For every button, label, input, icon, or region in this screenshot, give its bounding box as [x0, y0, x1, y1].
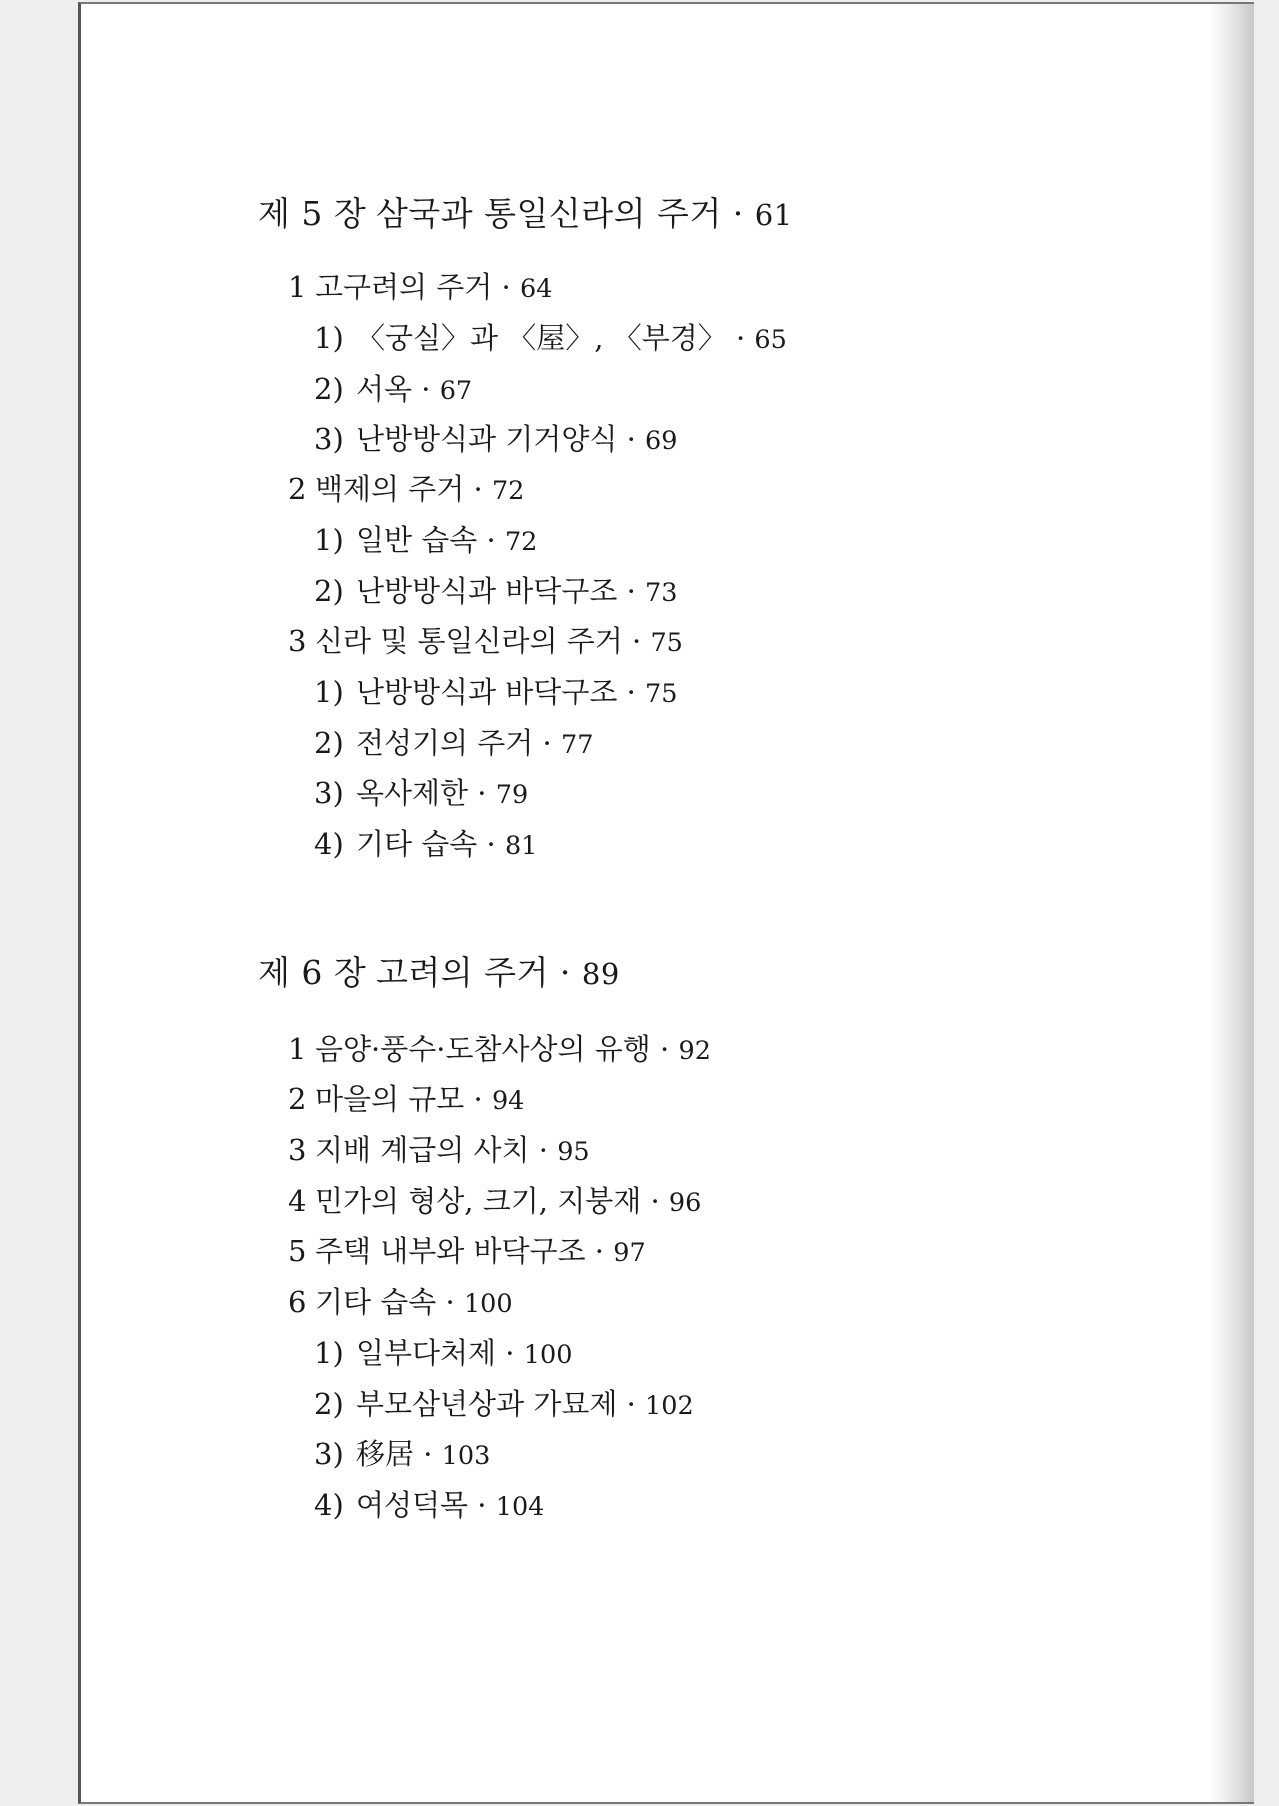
- section-number: 2: [288, 472, 307, 506]
- section-number: 6: [288, 1285, 307, 1319]
- separator: ·: [548, 953, 582, 992]
- page-number: 89: [581, 957, 620, 991]
- subsection-title: 여성덕목: [356, 1488, 469, 1522]
- separator: ·: [412, 372, 440, 406]
- subsection-number: 1): [314, 321, 344, 355]
- section-number: 3: [288, 624, 307, 658]
- section-title: 고구려의 주거: [315, 270, 493, 304]
- subsection-title: 移居: [356, 1437, 415, 1471]
- separator: ·: [533, 726, 561, 760]
- page-number: 92: [678, 1036, 711, 1066]
- separator: ·: [468, 1488, 496, 1522]
- page-number: 65: [754, 325, 787, 355]
- section-number: 5: [288, 1234, 307, 1268]
- separator: ·: [464, 1082, 492, 1116]
- page-number: 72: [504, 527, 538, 557]
- separator: ·: [414, 1437, 442, 1471]
- page-number: 95: [557, 1137, 590, 1167]
- subsection-number: 3): [314, 422, 344, 456]
- page-number: 75: [645, 679, 678, 709]
- toc-subsection: [314, 827, 538, 861]
- toc-subsection: [314, 1488, 545, 1522]
- page-number: 61: [754, 198, 793, 232]
- subsection-title: 일반 습속: [356, 523, 478, 557]
- page-number: 77: [560, 730, 594, 760]
- section-title: 백제의 주거: [315, 472, 465, 506]
- page-number: 64: [519, 274, 553, 304]
- subsection-title: 부모삼년상과 가묘제: [356, 1387, 618, 1421]
- subsection-title: 옥사제한: [356, 776, 469, 810]
- subsection-title: 난방방식과 바닥구조: [356, 675, 618, 709]
- separator: ·: [650, 1032, 679, 1066]
- page-number: 67: [439, 376, 473, 406]
- section-title: 음양·풍수·도참사상의 유행: [315, 1032, 651, 1066]
- page-edge-shadow: [1208, 4, 1254, 1802]
- separator: ·: [496, 1336, 524, 1370]
- toc-section: [288, 1285, 513, 1319]
- toc-section: [288, 624, 683, 658]
- document-page: [78, 2, 1254, 1804]
- page-number: 102: [645, 1391, 694, 1421]
- page-number: 97: [613, 1238, 646, 1268]
- section-number: 2: [288, 1082, 307, 1116]
- section-title: 주택 내부와 바닥구조: [315, 1234, 586, 1268]
- page-number: 103: [441, 1441, 491, 1471]
- subsection-number: 2): [314, 574, 344, 608]
- toc-subsection: [314, 776, 529, 810]
- separator: ·: [617, 422, 646, 456]
- subsection-number: 1): [314, 523, 344, 557]
- subsection-title: 서옥: [356, 372, 413, 406]
- chapter-number: 제 5 장: [258, 194, 367, 233]
- page-number: 73: [645, 578, 678, 608]
- subsection-number: 3): [314, 1437, 344, 1471]
- separator: ·: [492, 270, 520, 304]
- toc-subsection: [314, 422, 678, 456]
- separator: ·: [436, 1285, 464, 1319]
- subsection-number: 2): [314, 726, 344, 760]
- separator: ·: [477, 827, 505, 861]
- subsection-number: 2): [314, 1387, 344, 1421]
- separator: ·: [477, 523, 505, 557]
- subsection-number: 1): [314, 1336, 344, 1370]
- toc-subsection: [314, 1387, 694, 1421]
- subsection-number: 2): [314, 372, 344, 406]
- subsection-number: 4): [314, 827, 344, 861]
- chapter-heading: [258, 194, 793, 233]
- chapter-title: 삼국과 통일신라의 주거: [376, 194, 722, 233]
- section-title: 마을의 규모: [315, 1082, 465, 1116]
- chapter-heading: [258, 953, 620, 992]
- section-number: 3: [288, 1133, 307, 1167]
- page-number: 69: [645, 426, 678, 456]
- toc-section: [288, 1082, 525, 1116]
- toc-subsection: [314, 675, 678, 709]
- separator: ·: [468, 776, 496, 810]
- page-number: 104: [495, 1492, 545, 1522]
- subsection-number: 3): [314, 776, 344, 810]
- toc-subsection: [314, 574, 678, 608]
- separator: ·: [464, 472, 492, 506]
- toc-subsection: [314, 1336, 573, 1370]
- section-title: 지배 계급의 사치: [315, 1133, 530, 1167]
- toc-section: [288, 1184, 702, 1218]
- toc-section: [288, 1133, 590, 1167]
- toc-section: [288, 270, 553, 304]
- subsection-number: 4): [314, 1488, 344, 1522]
- toc-subsection: [314, 321, 787, 355]
- subsection-title: 일부다처제: [356, 1336, 497, 1370]
- toc-section: [288, 1234, 646, 1268]
- table-of-contents: [81, 4, 1254, 1802]
- separator: ·: [726, 321, 755, 355]
- chapter-number: 제 6 장: [258, 953, 367, 992]
- subsection-title: 〈궁실〉과 〈屋〉, 〈부경〉: [356, 321, 727, 355]
- page-number: 96: [668, 1188, 702, 1218]
- page-number: 100: [463, 1289, 513, 1319]
- page-number: 100: [523, 1340, 573, 1370]
- toc-subsection: [314, 372, 473, 406]
- subsection-title: 난방방식과 바닥구조: [356, 574, 618, 608]
- page-number: 72: [491, 476, 525, 506]
- separator: ·: [617, 675, 646, 709]
- toc-subsection: [314, 1437, 491, 1471]
- subsection-title: 전성기의 주거: [356, 726, 534, 760]
- page-number: 75: [650, 628, 683, 658]
- separator: ·: [585, 1234, 614, 1268]
- section-number: 1: [288, 270, 307, 304]
- section-title: 기타 습속: [315, 1285, 437, 1319]
- subsection-number: 1): [314, 675, 344, 709]
- separator: ·: [641, 1184, 669, 1218]
- separator: ·: [721, 194, 755, 233]
- separator: ·: [529, 1133, 558, 1167]
- subsection-title: 기타 습속: [356, 827, 478, 861]
- subsection-title: 난방방식과 기거양식: [356, 422, 618, 456]
- section-title: 신라 및 통일신라의 주거: [315, 624, 623, 658]
- section-title: 민가의 형상, 크기, 지붕재: [315, 1184, 642, 1218]
- page-number: 94: [491, 1086, 525, 1116]
- chapter-title: 고려의 주거: [376, 953, 549, 992]
- separator: ·: [617, 574, 646, 608]
- separator: ·: [622, 624, 651, 658]
- separator: ·: [617, 1387, 646, 1421]
- toc-subsection: [314, 726, 594, 760]
- toc-section: [288, 472, 525, 506]
- page-number: 81: [504, 831, 538, 861]
- section-number: 4: [288, 1184, 307, 1218]
- toc-subsection: [314, 523, 538, 557]
- section-number: 1: [288, 1032, 307, 1066]
- page-number: 79: [495, 780, 529, 810]
- toc-section: [288, 1032, 711, 1066]
